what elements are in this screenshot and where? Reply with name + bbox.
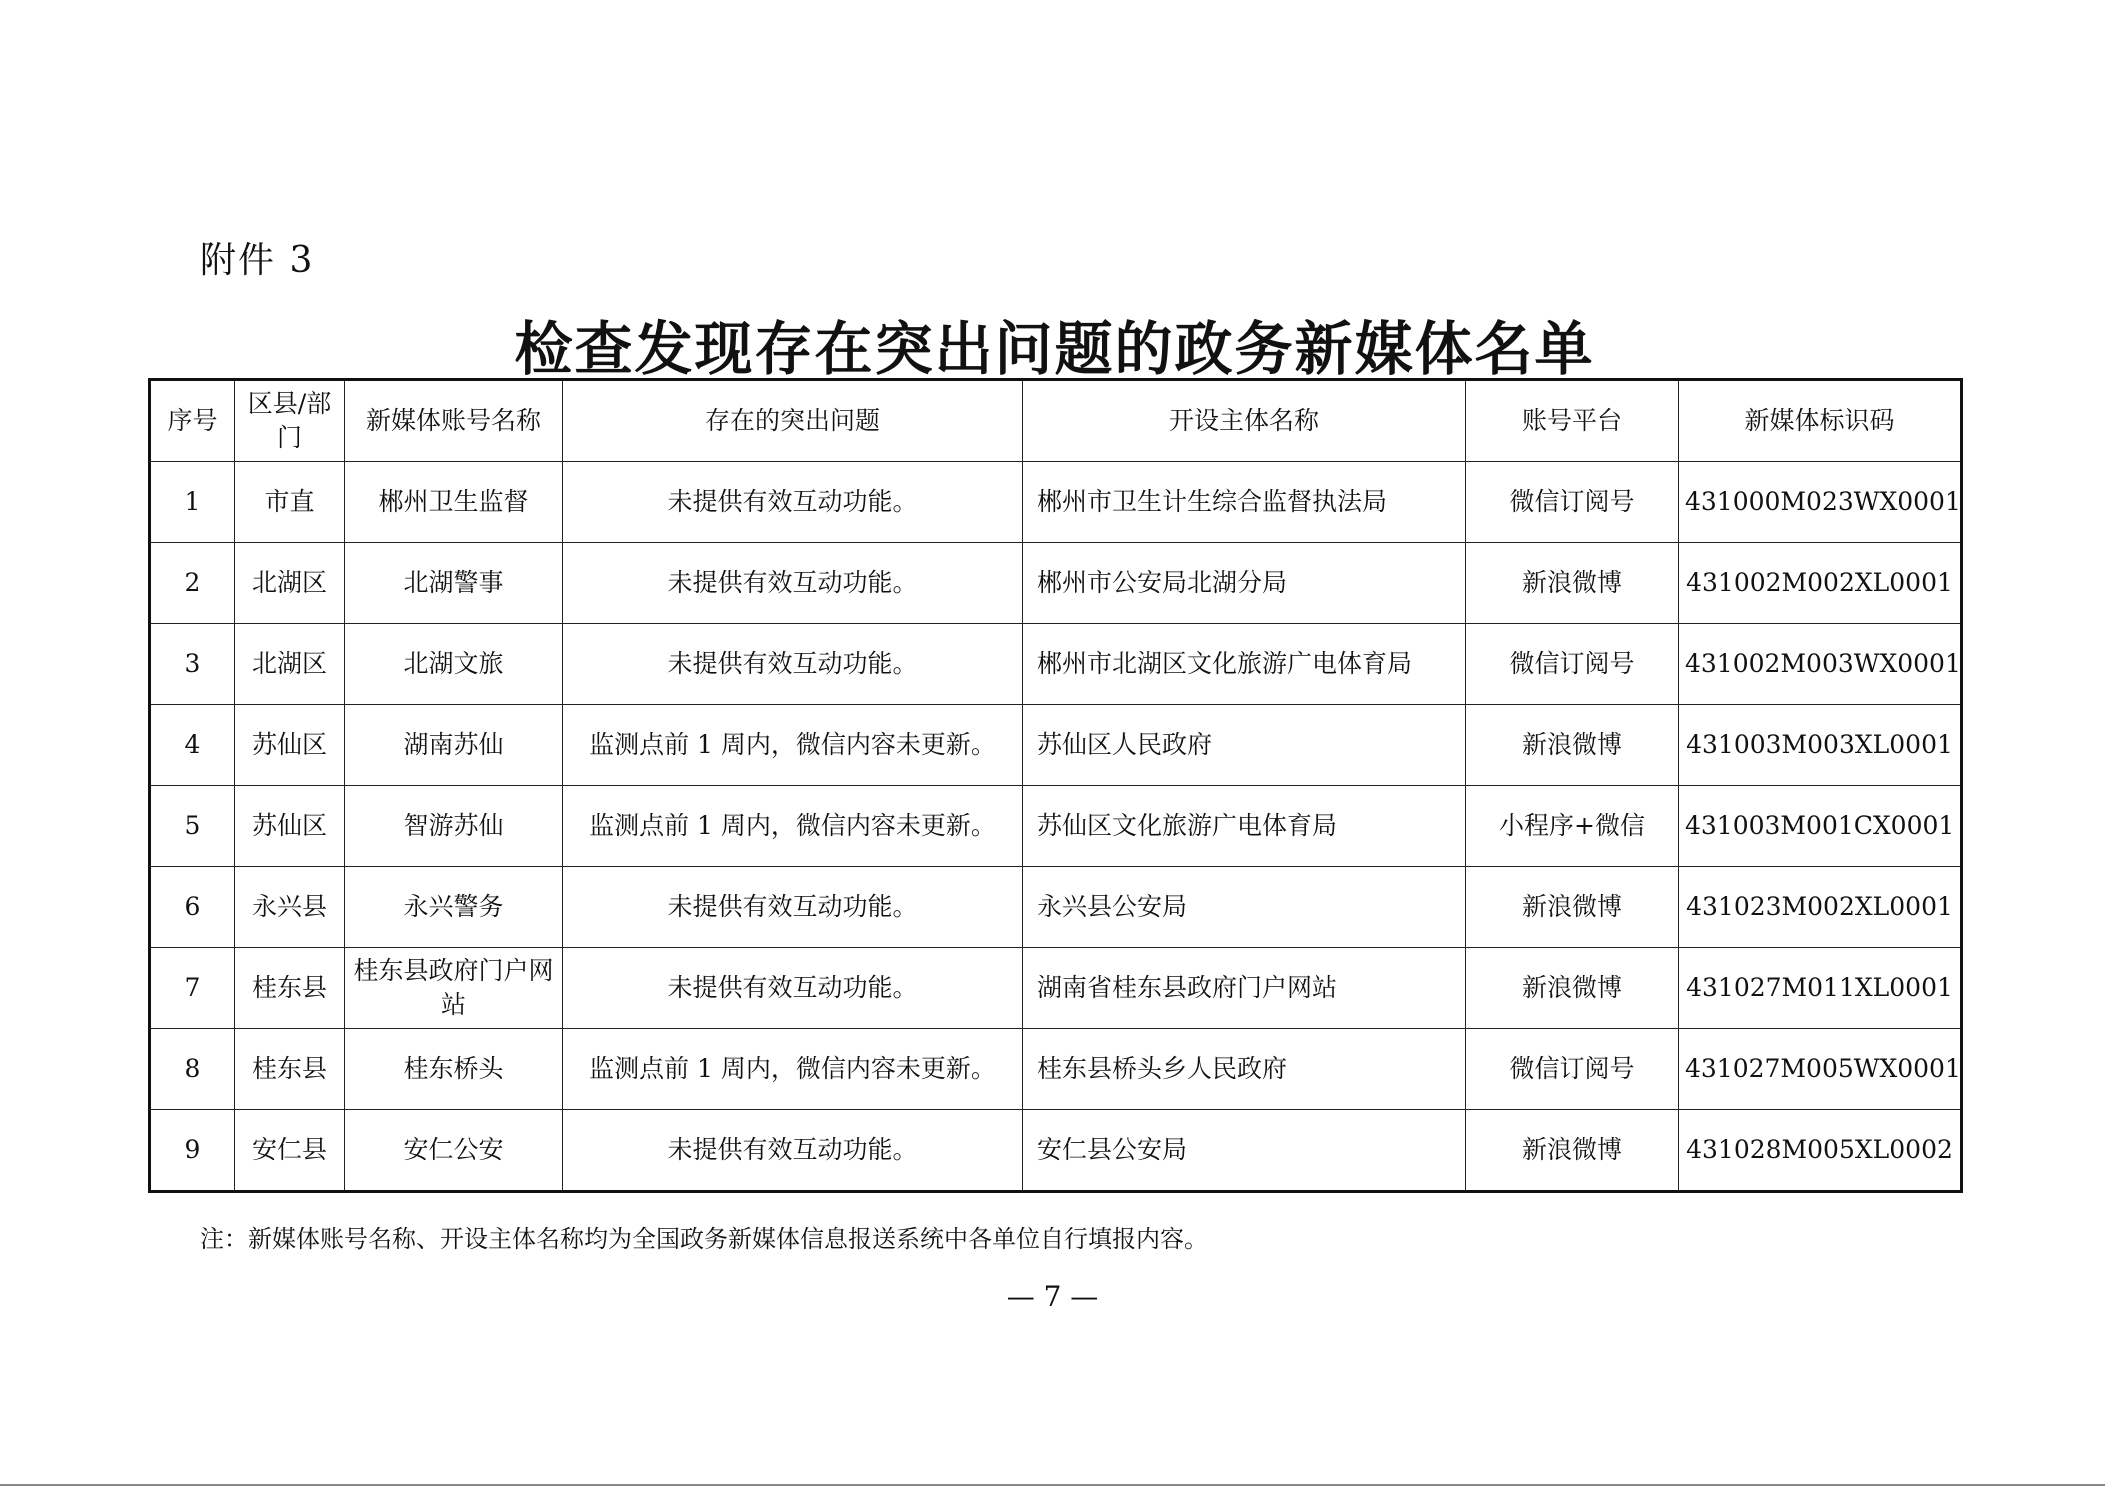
cell-operator: 安仁县公安局	[1023, 1110, 1466, 1192]
cell-issue: 监测点前 1 周内，微信内容未更新。	[563, 786, 1023, 867]
cell-account-name: 北湖警事	[345, 543, 563, 624]
cell-account-name: 永兴警务	[345, 867, 563, 948]
cell-index: 5	[150, 786, 235, 867]
cell-index: 4	[150, 705, 235, 786]
header-row	[150, 380, 1962, 462]
page-number: — 7 —	[1006, 1280, 1099, 1313]
cell-code: 431003M003XL0001	[1679, 705, 1962, 786]
cell-code: 431000M023WX0001	[1679, 462, 1962, 543]
cell-district: 北湖区	[235, 624, 345, 705]
header-cell-operator: 开设主体名称	[1023, 380, 1466, 462]
cell-platform: 微信订阅号	[1466, 1029, 1679, 1110]
cell-platform: 新浪微博	[1466, 948, 1679, 1029]
cell-account-name: 智游苏仙	[345, 786, 563, 867]
cell-account-name: 桂东桥头	[345, 1029, 563, 1110]
cell-index: 8	[150, 1029, 235, 1110]
cell-operator: 桂东县桥头乡人民政府	[1023, 1029, 1466, 1110]
cell-district: 北湖区	[235, 543, 345, 624]
cell-platform: 新浪微博	[1466, 543, 1679, 624]
table-row	[150, 1110, 1962, 1192]
table-header	[150, 380, 1962, 462]
media-list-table	[148, 378, 1963, 1193]
page-bottom-divider	[0, 1484, 2105, 1486]
cell-operator: 永兴县公安局	[1023, 867, 1466, 948]
cell-code: 431027M011XL0001	[1679, 948, 1962, 1029]
cell-platform: 新浪微博	[1466, 705, 1679, 786]
table-row	[150, 786, 1962, 867]
table-body	[150, 462, 1962, 1192]
cell-platform: 微信订阅号	[1466, 462, 1679, 543]
cell-issue: 未提供有效互动功能。	[563, 1110, 1023, 1192]
header-cell-code: 新媒体标识码	[1679, 380, 1962, 462]
cell-issue: 监测点前 1 周内，微信内容未更新。	[563, 705, 1023, 786]
cell-district: 桂东县	[235, 948, 345, 1029]
cell-operator: 苏仙区人民政府	[1023, 705, 1466, 786]
cell-district: 桂东县	[235, 1029, 345, 1110]
cell-code: 431002M003WX0001	[1679, 624, 1962, 705]
header-cell-platform: 账号平台	[1466, 380, 1679, 462]
cell-index: 1	[150, 462, 235, 543]
cell-account-name: 郴州卫生监督	[345, 462, 563, 543]
cell-issue: 未提供有效互动功能。	[563, 867, 1023, 948]
header-cell-issue: 存在的突出问题	[563, 380, 1023, 462]
document-title: 检查发现存在突出问题的政务新媒体名单	[514, 315, 1595, 383]
cell-issue: 未提供有效互动功能。	[563, 543, 1023, 624]
cell-issue: 未提供有效互动功能。	[563, 624, 1023, 705]
cell-account-name: 北湖文旅	[345, 624, 563, 705]
cell-district: 永兴县	[235, 867, 345, 948]
cell-code: 431023M002XL0001	[1679, 867, 1962, 948]
cell-issue: 未提供有效互动功能。	[563, 462, 1023, 543]
table-row	[150, 705, 1962, 786]
cell-code: 431028M005XL0002	[1679, 1110, 1962, 1192]
cell-index: 2	[150, 543, 235, 624]
cell-operator: 苏仙区文化旅游广电体育局	[1023, 786, 1466, 867]
table-note: 注：新媒体账号名称、开设主体名称均为全国政务新媒体信息报送系统中各单位自行填报内容。	[200, 1225, 1208, 1253]
cell-district: 市直	[235, 462, 345, 543]
cell-operator: 郴州市北湖区文化旅游广电体育局	[1023, 624, 1466, 705]
cell-account-name: 安仁公安	[345, 1110, 563, 1192]
table-row	[150, 462, 1962, 543]
table-row	[150, 543, 1962, 624]
cell-account-name: 湖南苏仙	[345, 705, 563, 786]
header-cell-district: 区县/部门	[235, 380, 345, 462]
cell-operator: 郴州市公安局北湖分局	[1023, 543, 1466, 624]
table-row	[150, 624, 1962, 705]
cell-index: 3	[150, 624, 235, 705]
attachment-label: 附件 3	[200, 240, 315, 281]
header-cell-index: 序号	[150, 380, 235, 462]
cell-account-name: 桂东县政府门户网站	[345, 948, 563, 1029]
cell-platform: 新浪微博	[1466, 1110, 1679, 1192]
cell-platform: 新浪微博	[1466, 867, 1679, 948]
cell-platform: 微信订阅号	[1466, 624, 1679, 705]
cell-platform: 小程序+微信	[1466, 786, 1679, 867]
cell-code: 431002M002XL0001	[1679, 543, 1962, 624]
cell-operator: 湖南省桂东县政府门户网站	[1023, 948, 1466, 1029]
cell-code: 431003M001CX0001	[1679, 786, 1962, 867]
cell-district: 苏仙区	[235, 786, 345, 867]
cell-district: 苏仙区	[235, 705, 345, 786]
cell-issue: 监测点前 1 周内，微信内容未更新。	[563, 1029, 1023, 1110]
cell-index: 9	[150, 1110, 235, 1192]
header-cell-account-name: 新媒体账号名称	[345, 380, 563, 462]
cell-index: 7	[150, 948, 235, 1029]
cell-code: 431027M005WX0001	[1679, 1029, 1962, 1110]
table-row	[150, 1029, 1962, 1110]
cell-operator: 郴州市卫生计生综合监督执法局	[1023, 462, 1466, 543]
cell-index: 6	[150, 867, 235, 948]
cell-district: 安仁县	[235, 1110, 345, 1192]
table-row	[150, 948, 1962, 1029]
cell-issue: 未提供有效互动功能。	[563, 948, 1023, 1029]
table-row	[150, 867, 1962, 948]
